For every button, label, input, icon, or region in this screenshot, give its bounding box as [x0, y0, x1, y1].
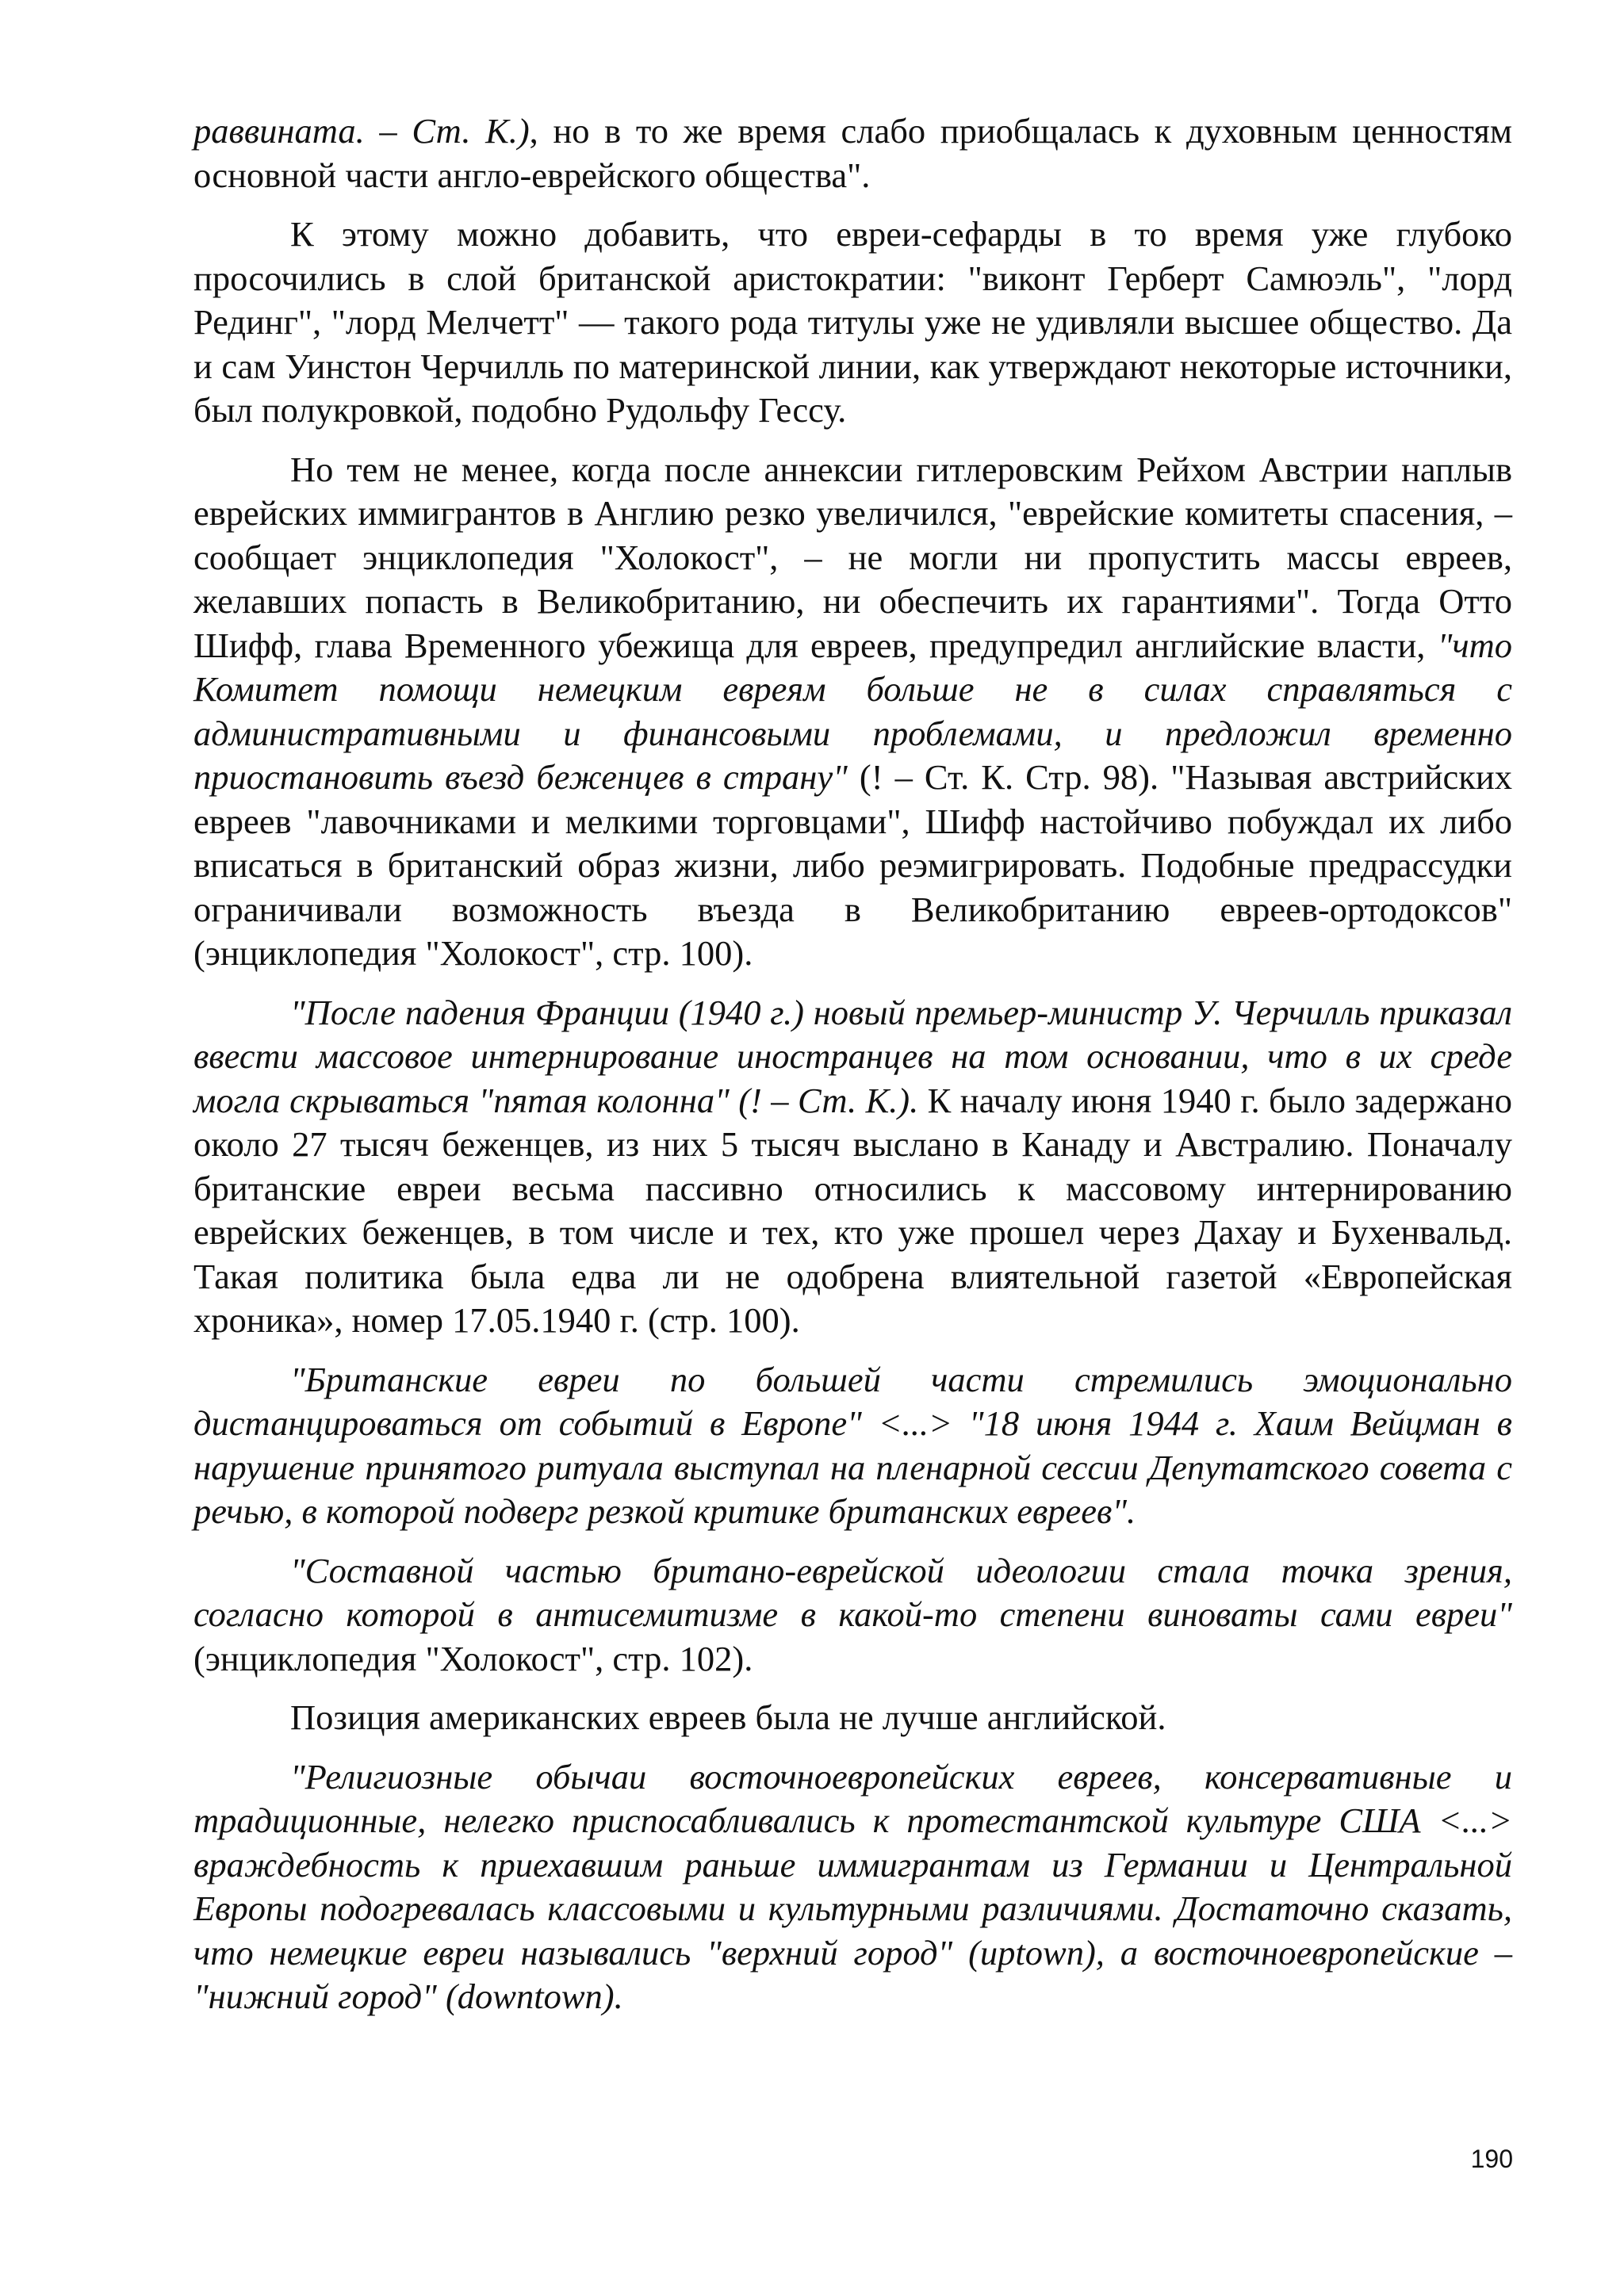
text-span: Позиция американских евреев была не лучше английской. [290, 1697, 1166, 1737]
italic-span: "что Комитет помощи немецким евреям больше не в силах справляться с административными и финансовыми проблемами, и предложил временно приостановить въезд беженцев в страну" [193, 625, 1512, 797]
italic-span: "Британские евреи по большей части стремились эмоционально дистанцироваться от событий в Европе" <...> "18 июня 1944 г. Хаим Вейцман в нарушение принятого ритуала выступал на пленарной сессии Депутатского совета с речью, в которой подверг резкой критике британских евреев". [193, 1359, 1512, 1531]
text-span: (энциклопедия "Холокост", стр. 102). [193, 1638, 753, 1678]
italic-span: "Религиозные обычаи восточноевропейских евреев, консервативные и традиционные, нелегко приспосабливались к протестантской культуре США <...> враждебность к приехавшим раньше иммигрантам из Германии и Центральной Европы подогревалась классовыми и культурными различиями. Достаточно сказать, что немецкие евреи назывались "верхний город" (uptown), а восточноевропейские – "нижний город" (downtown). [193, 1756, 1512, 2016]
paragraph-3 [193, 448, 1512, 976]
text-span: К этому можно добавить, что евреи-сефарды в то время уже глубоко просочились в слой британской аристократии: "виконт Герберт Самюэль", "лорд Рединг", "лорд Мелчетт" — такого рода титулы уже не удивляли высшее общество. Да и сам Уинстон Черчилль по материнской линии, как утверждают некоторые источники, был полукровкой, подобно Рудольфу Гессу. [193, 214, 1512, 430]
paragraph-5 [193, 1358, 1512, 1534]
paragraph-2 [193, 212, 1512, 433]
italic-span: "Составной частью британо-еврейской идеологии стала точка зрения, согласно которой в антисемитизме в какой-то степени виноваты сами евреи" [193, 1550, 1512, 1634]
text-span: Но тем не менее, когда после аннексии гитлеровским Рейхом Австрии наплыв еврейских иммигрантов в Англию резко увеличился, "еврейские комитеты спасения, – сообщает энциклопедия "Холокост", – не могли ни пропустить массы евреев, желавших попасть в Великобританию, ни обеспечить их гарантиями". Тогда Отто Шифф, глава Временного убежища для евреев, предупредил английские власти, [193, 449, 1512, 665]
italic-span: раввината. – Ст. К.) [193, 111, 530, 151]
text-span: , но в то же время слабо приобщалась к духовным ценностям основной части англо-еврейского общества". [193, 111, 1512, 195]
page-number: 190 [1470, 2145, 1513, 2173]
text-span: (! – Ст. К. Стр. 98). "Называя австрийских евреев "лавочниками и мелкими торговцами", Шифф настойчиво побуждал их либо вписаться в британский образ жизни, либо реэмигрировать. Подобные предрассудки ограничивали возможность въезда в Великобританию евреев-ортодоксов" (энциклопедия "Холокост", стр. 100). [193, 757, 1512, 973]
paragraph-6 [193, 1549, 1512, 1682]
body-text [193, 109, 1512, 2034]
paragraph-4 [193, 991, 1512, 1343]
italic-span: "После падения Франции (1940 г.) новый премьер-министр У. Черчилль приказал ввести массовое интернирование иностранцев на том основании, что в их среде могла скрываться "пятая колонна" (! – Ст. К.). [193, 992, 1512, 1120]
paragraph-7 [193, 1696, 1512, 1740]
paragraph-8 [193, 1755, 1512, 2019]
text-span: К началу июня 1940 г. было задержано около 27 тысяч беженцев, из них 5 тысяч выслано в Канаду и Австралию. Поначалу британские евреи весьма пассивно относились к массовому интернированию еврейских беженцев, в том числе и тех, кто уже прошел через Дахау и Бухенвальд. Такая политика была едва ли не одобрена влиятельной газетой «Европейская хроника», номер 17.05.1940 г. (стр. 100). [193, 1080, 1512, 1340]
paragraph-1 [193, 109, 1512, 197]
